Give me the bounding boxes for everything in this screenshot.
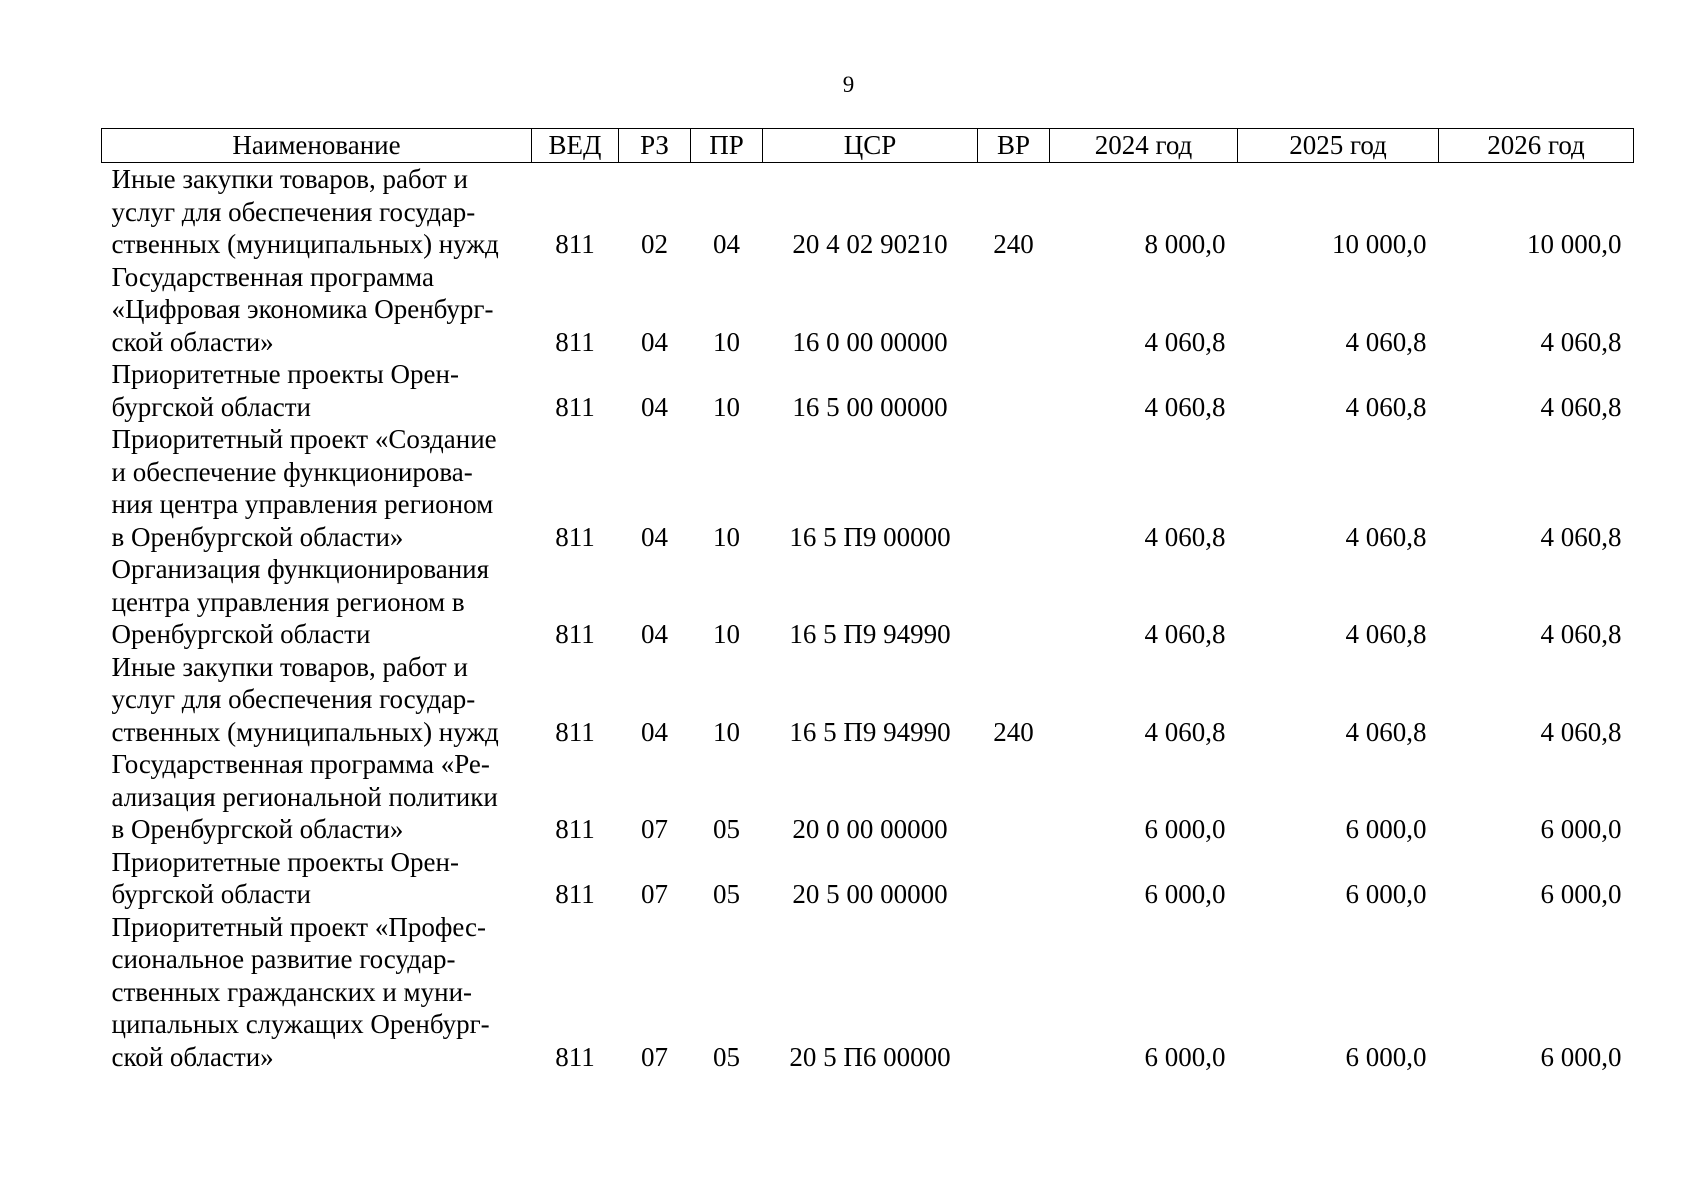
header-name: Наименование: [102, 129, 532, 163]
budget-table: [101, 128, 1634, 1073]
row-ved: 811: [555, 619, 595, 649]
row-amount-2024: 4 060,8: [1144, 391, 1226, 422]
row-vr: [978, 553, 1050, 651]
header-row: [102, 129, 1634, 163]
row-ved: 811: [555, 716, 595, 747]
header-year-2025: 2025 год: [1238, 129, 1439, 163]
row-amount-2025: 6 000,0: [1345, 1041, 1427, 1072]
header-pr: ПР: [691, 129, 763, 163]
row-csr: 16 5 00 00000: [792, 391, 948, 422]
row-amount-2026: 4 060,8: [1540, 521, 1622, 552]
row-amount-2025: 6 000,0: [1345, 879, 1427, 909]
row-pr: 05: [713, 879, 740, 909]
row-name: Приоритетные проекты Орен- бургской области: [111, 846, 459, 909]
row-name: Приоритетные проекты Орен- бургской области: [111, 359, 459, 422]
row-rz: 04: [641, 619, 668, 649]
table-row: [102, 651, 1634, 749]
row-vr: [978, 911, 1050, 1074]
table-row: [102, 163, 1634, 261]
row-ved: 811: [555, 391, 595, 422]
row-pr: 10: [713, 521, 740, 552]
row-csr: 20 0 00 00000: [792, 814, 948, 844]
row-amount-2024: 4 060,8: [1144, 619, 1226, 649]
row-pr: 05: [713, 814, 740, 844]
row-amount-2024: 6 000,0: [1144, 879, 1226, 909]
row-amount-2025: 4 060,8: [1345, 619, 1427, 649]
row-rz: 04: [641, 326, 668, 357]
header-ved: ВЕД: [532, 129, 619, 163]
row-vr: [978, 846, 1050, 911]
page-number: 9: [842, 72, 855, 97]
row-name: Иные закупки товаров, работ и услуг для обеспечения государ- ственных (муниципальных) нужд: [111, 164, 499, 259]
row-csr: 16 5 П9 94990: [789, 619, 951, 649]
table-row: [102, 846, 1634, 911]
row-csr: 20 4 02 90210: [792, 229, 948, 259]
row-rz: 07: [641, 879, 668, 909]
row-csr: 16 5 П9 00000: [789, 521, 951, 552]
row-amount-2026: 4 060,8: [1540, 391, 1622, 422]
row-vr: 240: [993, 229, 1034, 259]
row-rz: 04: [641, 391, 668, 422]
row-amount-2025: 4 060,8: [1345, 716, 1427, 747]
row-amount-2025: 10 000,0: [1332, 229, 1427, 259]
row-amount-2026: 4 060,8: [1540, 716, 1622, 747]
row-amount-2026: 6 000,0: [1540, 879, 1622, 909]
header-year-2024: 2024 год: [1050, 129, 1238, 163]
row-amount-2025: 4 060,8: [1345, 521, 1427, 552]
row-csr: 16 0 00 00000: [792, 326, 948, 357]
row-vr: [978, 261, 1050, 359]
row-vr: 240: [993, 716, 1034, 747]
header-csr: ЦСР: [763, 129, 978, 163]
row-csr: 20 5 00 00000: [792, 879, 948, 909]
row-amount-2025: 4 060,8: [1345, 391, 1427, 422]
row-amount-2024: 6 000,0: [1144, 1041, 1226, 1072]
row-amount-2026: 4 060,8: [1540, 619, 1622, 649]
row-vr: [978, 358, 1050, 423]
row-amount-2026: 4 060,8: [1540, 326, 1622, 357]
row-name: Организация функционирования центра управления регионом в Оренбургской области: [111, 554, 490, 649]
row-rz: 04: [641, 521, 668, 552]
row-pr: 10: [713, 326, 740, 357]
row-rz: 07: [641, 1041, 668, 1072]
header-vr: ВР: [978, 129, 1050, 163]
header-rz: РЗ: [619, 129, 691, 163]
table-row: [102, 748, 1634, 846]
row-name: Приоритетный проект «Создание и обеспечение функционирова- ния центра управления регионом в Оренбургской области»: [111, 424, 497, 552]
row-vr: [978, 423, 1050, 553]
table-row: [102, 553, 1634, 651]
table-row: [102, 423, 1634, 553]
row-amount-2026: 10 000,0: [1527, 229, 1622, 259]
row-name: Приоритетный проект «Профес- сиональное развитие государ- ственных гражданских и муни- ципальных служащих Оренбург- ской области»: [111, 911, 490, 1072]
row-ved: 811: [555, 521, 595, 552]
table-row: [102, 911, 1634, 1074]
budget-table-container: [101, 128, 1633, 1073]
row-rz: 02: [641, 229, 668, 259]
row-csr: 20 5 П6 00000: [789, 1041, 951, 1072]
row-amount-2025: 4 060,8: [1345, 326, 1427, 357]
row-amount-2024: 4 060,8: [1144, 326, 1226, 357]
row-amount-2024: 4 060,8: [1144, 716, 1226, 747]
table-header: [102, 129, 1634, 163]
row-ved: 811: [555, 229, 595, 259]
row-ved: 811: [555, 814, 595, 844]
row-vr: [978, 748, 1050, 846]
row-ved: 811: [555, 879, 595, 909]
row-amount-2024: 4 060,8: [1144, 521, 1226, 552]
row-amount-2024: 8 000,0: [1144, 229, 1226, 259]
table-body: [102, 163, 1634, 1074]
row-amount-2024: 6 000,0: [1144, 814, 1226, 844]
row-amount-2026: 6 000,0: [1540, 1041, 1622, 1072]
row-pr: 10: [713, 391, 740, 422]
row-ved: 811: [555, 1041, 595, 1072]
row-name: Государственная программа «Цифровая экономика Оренбург- ской области»: [111, 261, 494, 357]
header-year-2026: 2026 год: [1439, 129, 1634, 163]
row-rz: 07: [641, 814, 668, 844]
row-rz: 04: [641, 716, 668, 747]
table-row: [102, 261, 1634, 359]
row-pr: 10: [713, 619, 740, 649]
row-pr: 05: [713, 1041, 740, 1072]
row-csr: 16 5 П9 94990: [789, 716, 951, 747]
table-row: [102, 358, 1634, 423]
row-name: Иные закупки товаров, работ и услуг для обеспечения государ- ственных (муниципальных) нужд: [111, 651, 499, 747]
row-name: Государственная программа «Ре- ализация региональной политики в Оренбургской области»: [111, 749, 498, 844]
row-amount-2026: 6 000,0: [1540, 814, 1622, 844]
row-amount-2025: 6 000,0: [1345, 814, 1427, 844]
row-pr: 04: [713, 229, 740, 259]
row-ved: 811: [555, 326, 595, 357]
row-pr: 10: [713, 716, 740, 747]
